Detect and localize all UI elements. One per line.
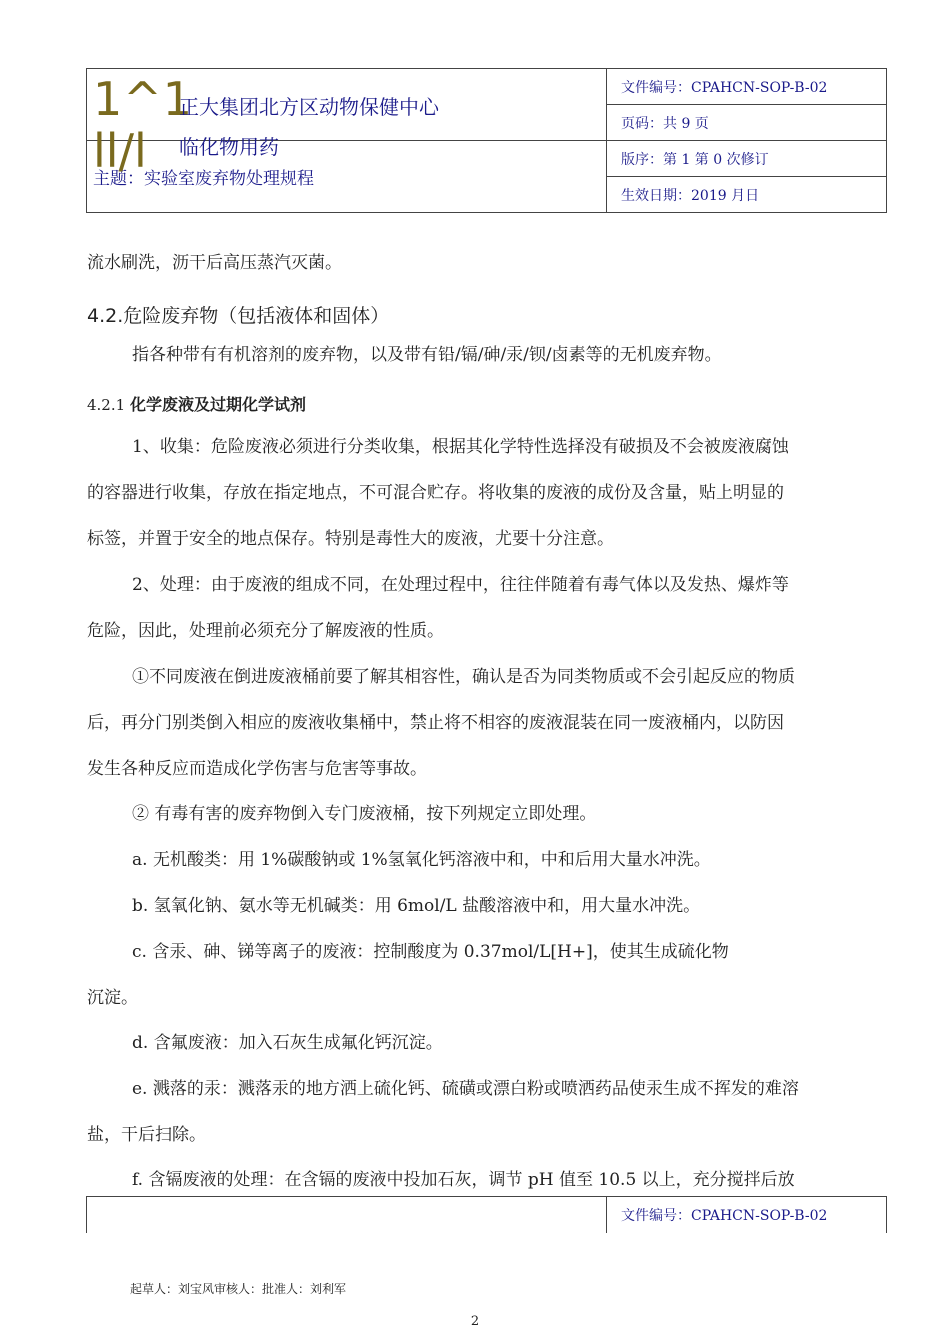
section-heading-4-2: 4.2.危险废弃物（包括液体和固体）	[87, 305, 390, 327]
company-logo: 1^1	[93, 72, 194, 126]
item-2: ② 有毒有害的废弃物倒入专门废液桶，按下列规定立即处理。	[132, 804, 597, 824]
organization-name: 正大集团北方区动物保健中心	[179, 95, 439, 119]
item-1-line-1: ①不同废液在倒进废液桶前要了解其相容性，确认是否为同类物质或不会引起反应的物质	[132, 667, 795, 687]
next-page-logo-cell	[87, 1197, 607, 1234]
page-number: 2	[470, 1314, 480, 1329]
collect-line-3: 标签，并置于安全的地点保存。特别是毒性大的废液，尤要十分注意。	[87, 529, 614, 549]
logo-cell	[87, 69, 607, 178]
paragraph-continuation: 流水刷洗，沥干后高压蒸汽灭菌。	[87, 253, 342, 273]
doc-number: 文件编号：CPAHCN-SOP-B-02	[607, 69, 887, 105]
rule-b: b. 氢氧化钠、氨水等无机碱类：用 6mol/L 盐酸溶液中和，用大量水冲洗。	[132, 896, 701, 916]
rule-a: a. 无机酸类：用 1%碳酸钠或 1%氢氧化钙溶液中和，中和后用大量水冲洗。	[132, 850, 711, 870]
item-1-line-2: 后，再分门别类倒入相应的废液收集桶中，禁止将不相容的废液混装在同一废液桶内，以防因	[87, 713, 784, 733]
rule-c-line-2: 沉淀。	[87, 988, 138, 1008]
rule-e-line-2: 盐，干后扫除。	[87, 1125, 206, 1145]
next-page-header-table	[86, 1196, 887, 1233]
collect-line-1: 1、收集：危险废液必须进行分类收集，根据其化学特性选择没有破损及不会被废液腐蚀	[132, 437, 789, 457]
rule-f-line-1: f. 含镉废液的处理：在含镉的废液中投加石灰，调节 pH 值至 10.5 以上，充分搅拌后放	[132, 1170, 795, 1190]
rule-c-line-1: c. 含汞、砷、锑等离子的废液：控制酸度为 0.37mol/L[H+]，使其生成硫化物	[132, 942, 729, 962]
collect-line-2: 的容器进行收集，存放在指定地点，不可混合贮存。将收集的废液的成份及含量，贴上明显的	[87, 483, 784, 503]
document-subject: 主题：实验室废弃物处理规程	[87, 141, 607, 213]
document-header-table	[86, 68, 887, 213]
effective-date: 生效日期：2019 月日	[607, 177, 887, 213]
rule-e-line-1: e. 溅落的汞：溅落汞的地方洒上硫化钙、硫磺或漂白粉或喷洒药品使汞生成不挥发的难溶	[132, 1079, 799, 1099]
section-heading-4-2-1	[87, 392, 306, 415]
company-logo-clipped: ll/l	[93, 124, 147, 178]
page-count: 页码：共 9 页	[607, 105, 887, 141]
process-line-2: 危险，因此，处理前必须充分了解废液的性质。	[87, 621, 444, 641]
paragraph-definition: 指各种带有有机溶剂的废弃物，以及带有铅/镉/砷/汞/钡/卤素等的无机废弃物。	[132, 345, 722, 365]
item-1-line-3: 发生各种反应而造成化学伤害与危害等事故。	[87, 759, 427, 779]
section-title: 化学废液及过期化学试剂	[129, 395, 306, 414]
next-page-doc-number: 文件编号：CPAHCN-SOP-B-02	[607, 1197, 887, 1234]
process-line-1: 2、处理：由于废液的组成不同，在处理过程中，往往伴随着有毒气体以及发热、爆炸等	[132, 575, 789, 595]
revision: 版序：第 1 第 0 次修订	[607, 141, 887, 177]
organization-subname-clipped: 临化物用药	[179, 135, 279, 159]
signers-footer: 起草人：刘宝风审核人：批准人：刘利军	[130, 1282, 347, 1296]
section-number: 4.2.1	[87, 396, 126, 414]
logo-area	[87, 69, 606, 178]
rule-d: d. 含氟废液：加入石灰生成氟化钙沉淀。	[132, 1033, 443, 1053]
